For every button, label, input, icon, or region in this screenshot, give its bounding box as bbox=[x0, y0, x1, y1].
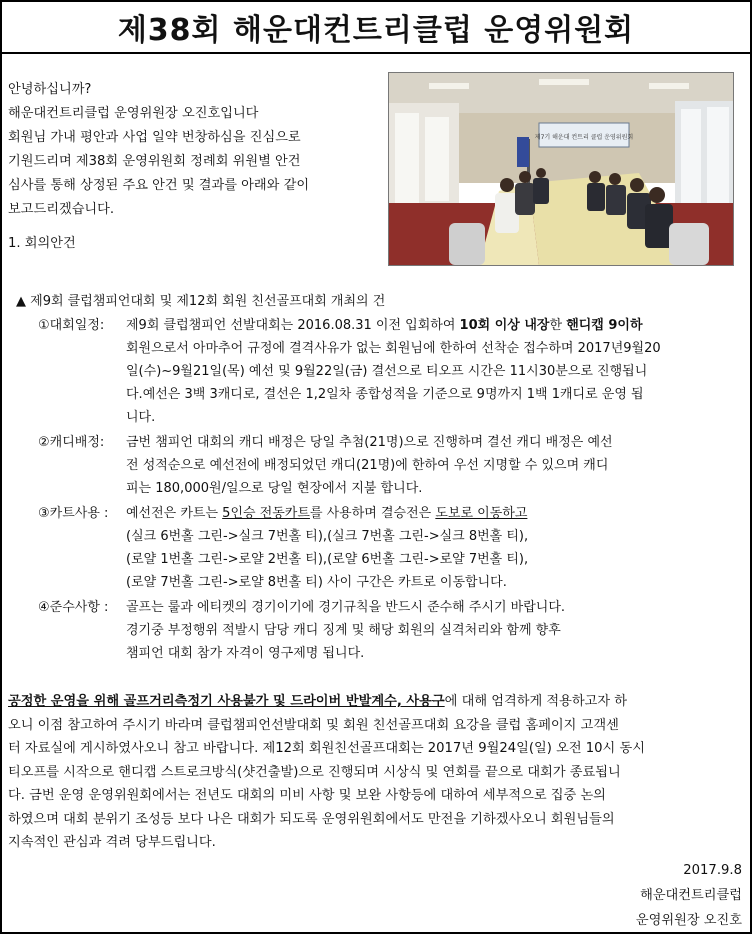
agenda-heading: ▲ 제9회 클럽챔피언대회 및 제12회 회원 친선골프대회 개최의 건 bbox=[16, 294, 386, 309]
item-text bbox=[126, 431, 750, 500]
item-label: ②캐디배정: bbox=[38, 435, 105, 450]
agenda-items bbox=[38, 314, 750, 667]
underline-run: 도보로 이동하고 bbox=[435, 506, 528, 521]
agenda-item-caddie bbox=[38, 431, 750, 500]
closing-paragraph bbox=[8, 690, 748, 855]
text-run: 를 사용하며 결승전은 bbox=[309, 506, 436, 521]
bold-underline-run: 공정한 운영을 위해 골프거리측정기 사용불가 및 드라이버 반발계수, 사용구 bbox=[8, 694, 445, 709]
item-text bbox=[126, 502, 750, 594]
item-line: 경기중 부정행위 적발시 담당 캐디 징계 및 해당 회원의 실격처리와 함께 향후 bbox=[126, 623, 561, 638]
section-heading: 1. 회의안건 bbox=[8, 236, 76, 251]
agenda-item-compliance bbox=[38, 596, 750, 665]
item-line: (로얄 7번홀 그린->로얄 8번홀 티) 사이 구간은 카트로 이동합니다. bbox=[126, 575, 507, 590]
item-line: 일(수)~9월21일(목) 예선 및 9월22일(금) 결선으로 티오프 시간은 11시30분으로 진행됩니 bbox=[126, 364, 648, 379]
closing-line: 다. 금번 운영 운영위원회에서는 전년도 대회의 미비 사항 및 보완 사항등에 대하여 세부적으로 집중 논의 bbox=[8, 788, 606, 803]
bold-run: 핸디캡 9이하 bbox=[566, 318, 643, 333]
photo-banner-text: 제7기 해운대 컨트리 클럽 운영위원회 bbox=[534, 134, 634, 141]
agenda-item-cart bbox=[38, 502, 750, 594]
agenda-item-schedule bbox=[38, 314, 750, 429]
signature-org: 해운대컨트리클럽 bbox=[640, 888, 742, 903]
intro-line: 심사를 통해 상정된 주요 안건 및 결과를 아래와 같이 bbox=[8, 178, 310, 193]
text-run: 제9회 클럽챔피언 선발대회는 2016.08.31 이전 입회하여 bbox=[126, 318, 460, 333]
item-line: (로얄 1번홀 그린->로얄 2번홀 티),(로얄 6번홀 그린->로얄 7번홀 티), bbox=[126, 552, 529, 567]
text-run: 예선전은 카트는 bbox=[126, 506, 223, 521]
closing-line: 하였으며 대회 분위기 조성등 보다 나은 대회가 되도록 운영위원회에서도 만전을 기하겠사오니 회원님들의 bbox=[8, 811, 615, 827]
signature-signer: 운영위원장 오진호 bbox=[635, 913, 742, 928]
text-run: 한 bbox=[549, 318, 567, 333]
item-label: ④준수사항 : bbox=[38, 600, 109, 615]
closing-line: 티오프를 시작으로 핸디캡 스트로크방식(샷건출발)으로 진행되며 시상식 및 연회를 끝으로 대회가 종료됩니 bbox=[8, 764, 621, 780]
closing-line: 오니 이점 참고하여 주시기 바라며 클럽챔피언선발대회 및 회원 친선골프대회 요강을 클럽 홈페이지 고객센 bbox=[8, 717, 619, 733]
closing-line bbox=[8, 690, 748, 714]
signature-date: 2017.9.8 bbox=[683, 863, 742, 878]
item-line: (실크 6번홀 그린->실크 7번홀 티),(실크 7번홀 그린->실크 8번홀 티), bbox=[126, 529, 529, 544]
underline-run: 5인승 전동카트 bbox=[222, 506, 310, 521]
item-line: 금번 챔피언 대회의 캐디 배정은 당일 추첨(21명)으로 진행하며 결선 캐디 배정은 예선 bbox=[126, 435, 613, 450]
intro-line: 회원님 가내 평안과 사업 일약 번창하심을 진심으로 bbox=[8, 130, 301, 145]
page-title: 제38회 해운대컨트리클럽 운영위원회 bbox=[117, 13, 635, 48]
item-line: 챔피언 대회 참가 자격이 영구제명 됩니다. bbox=[126, 646, 365, 661]
intro-line: 해운대컨트리클럽 운영위원장 오진호입니다 bbox=[8, 106, 259, 121]
item-line: 피는 180,000원/일으로 당일 현장에서 지불 합니다. bbox=[126, 481, 423, 496]
item-line: 골프는 룰과 에티켓의 경기이기에 경기규칙을 반드시 준수해 주시기 바랍니다. bbox=[126, 600, 566, 615]
meeting-photo-illustration bbox=[389, 73, 733, 265]
item-line: 회원으로서 아마추어 규정에 결격사유가 없는 회원님에 한하여 선착순 접수하며 2017년9월20 bbox=[126, 341, 661, 356]
signature-block bbox=[636, 858, 742, 933]
item-line bbox=[126, 502, 750, 525]
item-text bbox=[126, 314, 750, 429]
closing-line: 지속적인 관심과 격려 당부드립니다. bbox=[8, 835, 216, 850]
intro-line: 안녕하십니까? bbox=[8, 82, 92, 97]
intro-line: 기원드리며 제38회 운영위원회 정례회 위원별 안건 bbox=[8, 154, 301, 169]
item-label: ③카트사용 : bbox=[38, 506, 109, 521]
meeting-photo bbox=[388, 72, 734, 266]
title-bar bbox=[2, 2, 750, 54]
intro-line: 보고드리겠습니다. bbox=[8, 202, 115, 217]
bold-run: 10회 이상 내장 bbox=[459, 318, 550, 333]
item-label: ①대회일정: bbox=[38, 318, 105, 333]
item-line: 니다. bbox=[126, 410, 156, 425]
item-text bbox=[126, 596, 750, 665]
closing-line: 터 자료실에 게시하였사오니 참고 바랍니다. 제12회 회원친선골프대회는 2017년 9월24일(일) 오전 10시 동시 bbox=[8, 741, 645, 756]
item-line: 다.예선은 3백 3캐디로, 결선은 1,2일차 종합성적을 기준으로 9명까지 1백 1캐디로 운영 됩 bbox=[126, 387, 644, 402]
text-run: 에 대해 엄격하게 적용하고자 하 bbox=[444, 694, 628, 709]
item-line bbox=[126, 314, 750, 337]
item-line: 전 성적순으로 예선전에 배정되었던 캐디(21명)에 한하여 우선 지명할 수 있으며 캐디 bbox=[126, 458, 609, 473]
intro-text bbox=[8, 78, 378, 256]
